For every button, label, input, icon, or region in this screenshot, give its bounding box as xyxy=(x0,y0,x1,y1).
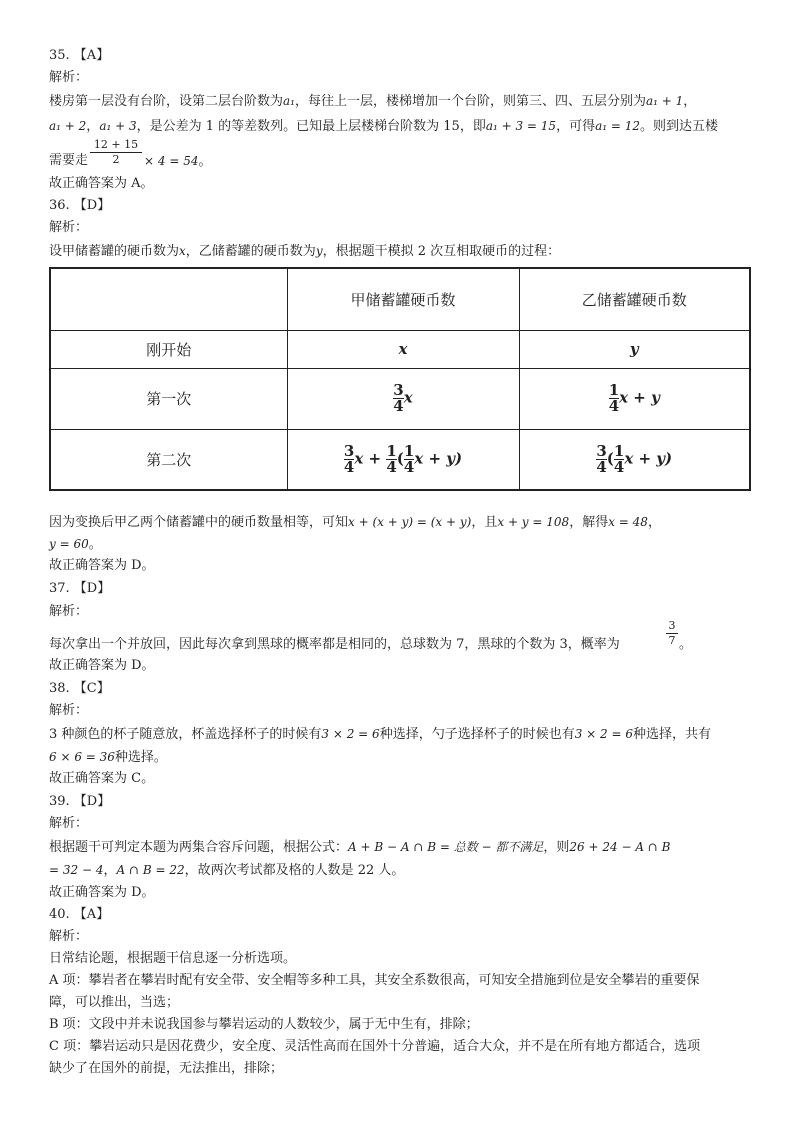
q38-line-1 xyxy=(49,725,711,744)
q36-conclusion-line-1 xyxy=(49,513,661,532)
q35-line-3-b xyxy=(144,152,211,171)
text: ，故两次考试都及格的人数是 22 人。 xyxy=(184,863,405,878)
q40-option-a-line-1: A 项：攀岩者在攀岩时配有安全带、安全帽等多种工具，其安全系数很高，可知安全措施到位是安全攀岩的重要保 xyxy=(49,973,700,988)
text: ，且 xyxy=(471,515,498,530)
header-cell-empty xyxy=(50,268,287,330)
row-label-first: 第一次 xyxy=(50,368,287,429)
math-eq: 26 + 24 − A ∩ B xyxy=(569,840,671,854)
q38-answer: 故正确答案为 C。 xyxy=(49,771,155,786)
math-eq: a₁ = 12 xyxy=(595,119,641,133)
q37-heading: 37. 【D】 xyxy=(49,581,111,596)
math-eq: A ∩ B = 22 xyxy=(116,863,185,877)
fraction-3-4 xyxy=(596,441,607,476)
q37-answer: 故正确答案为 D。 xyxy=(49,658,155,673)
q39-analysis-label: 解析： xyxy=(49,816,89,831)
q38-analysis-label: 解析： xyxy=(49,703,89,718)
math-paren: ( xyxy=(396,449,404,468)
frac-numerator: 3 xyxy=(596,441,607,460)
text: 设甲储蓄罐的硬币数为 xyxy=(49,244,180,259)
table-row xyxy=(50,429,750,490)
q39-heading: 39. 【D】 xyxy=(49,794,111,809)
text: ，根据题干模拟 2 次互相取硬币的过程： xyxy=(322,244,561,259)
q39-line-1 xyxy=(49,838,671,857)
fraction-3-4 xyxy=(343,441,355,476)
q38-line-2 xyxy=(49,748,167,767)
math-equation: x + (x + y) = (x + y) xyxy=(348,515,472,529)
math-a1-plus-2: a₁ + 2 xyxy=(49,119,87,133)
q35-analysis-label: 解析： xyxy=(49,70,89,85)
q36-analysis-label: 解析： xyxy=(49,220,89,235)
cell-second-a xyxy=(287,429,519,490)
text: ，则 xyxy=(543,840,570,855)
q35-answer: 故正确答案为 A。 xyxy=(49,176,154,191)
text: 种选择。 xyxy=(114,750,167,765)
math-eq: 3 × 2 = 6 xyxy=(321,727,380,741)
frac-numerator: 1 xyxy=(613,441,625,460)
frac-denominator: 7 xyxy=(668,634,676,647)
math-eq: a₁ + 3 = 15 xyxy=(485,119,557,133)
q37-text: 每次拿出一个并放回，因此每次拿到黑球的概率都是相同的，总球数为 7，黑球的个数为 3，概率为 xyxy=(49,637,620,652)
q35-line-1 xyxy=(49,92,696,111)
text: ，解得 xyxy=(569,515,609,530)
cell-start-a: x xyxy=(287,330,519,368)
q36-heading: 36. 【D】 xyxy=(49,198,111,213)
cell-first-a xyxy=(287,368,519,429)
cell-first-b xyxy=(519,368,750,429)
frac-denominator: 4 xyxy=(386,457,397,476)
q38-heading: 38. 【C】 xyxy=(49,681,110,696)
fraction-1-4 xyxy=(386,441,397,476)
text: ， xyxy=(86,119,100,134)
frac-numerator: 3 xyxy=(343,441,355,460)
q36-intro xyxy=(49,242,560,261)
text: ， xyxy=(103,863,117,878)
header-cell-jar-a: 甲储蓄罐硬币数 xyxy=(287,268,519,330)
math-term: x + xyxy=(354,449,382,468)
text: 种选择，勺子选择杯子的时候也有 xyxy=(379,727,575,742)
math-y: y xyxy=(315,244,323,258)
q37-analysis-label: 解析： xyxy=(49,604,89,619)
math-eq: x + y = 108 xyxy=(497,515,570,529)
math-term: x + y) xyxy=(624,449,673,468)
coin-exchange-table xyxy=(49,267,751,491)
frac-numerator: 1 xyxy=(608,381,620,399)
text: ， xyxy=(683,94,697,109)
text: ，乙储蓄罐的硬币数为 xyxy=(185,244,316,259)
cell-second-b xyxy=(519,429,750,490)
q39-answer: 故正确答案为 D。 xyxy=(49,885,155,900)
frac-numerator: 1 xyxy=(386,441,397,460)
frac-denominator: 4 xyxy=(596,457,607,476)
q40-option-b: B 项：文段中并未说我国参与攀岩运动的人数较少，属于无中生有，排除； xyxy=(49,1017,479,1032)
fraction-3-4 xyxy=(393,383,403,414)
q40-option-a-line-2: 障，可以推出，当选； xyxy=(49,995,180,1010)
frac-numerator: 3 xyxy=(393,381,404,399)
q35-heading: 35. 【A】 xyxy=(49,48,110,63)
q35-fraction xyxy=(90,139,142,166)
q35-line-2 xyxy=(49,117,718,136)
q40-heading: 40. 【A】 xyxy=(49,907,110,922)
math-eq: 3 × 2 = 6 xyxy=(574,727,633,741)
frac-denominator: 4 xyxy=(608,397,620,415)
table-header-row xyxy=(50,268,750,330)
math-eq: = 32 − 4 xyxy=(49,863,104,877)
table-row xyxy=(50,368,750,429)
text: ，是公差为 1 的等差数列。已知最上层楼梯台阶数为 15，即 xyxy=(136,119,486,134)
q37-fraction xyxy=(666,620,678,647)
fraction-1-4 xyxy=(403,441,415,476)
q36-answer: 故正确答案为 D。 xyxy=(49,558,155,573)
text: ，每往上一层，楼梯增加一个台阶，则第三、四、五层分别为 xyxy=(294,94,646,109)
math-paren: ( xyxy=(606,449,614,468)
math-a1-plus-3: a₁ + 3 xyxy=(99,119,137,133)
frac-numerator: 12 + 15 xyxy=(93,138,139,151)
text: 种选择，共有 xyxy=(632,727,711,742)
fraction-1-4 xyxy=(613,441,625,476)
q40-option-c-line-2: 缺少了在国外的前提，无法推出，排除； xyxy=(49,1061,284,1076)
frac-numerator: 1 xyxy=(403,441,415,460)
math-eq: y = 60 xyxy=(49,537,89,551)
row-label-second: 第二次 xyxy=(50,429,287,490)
text: ， xyxy=(647,515,661,530)
math-x: x xyxy=(179,244,186,258)
text: 3 种颜色的杯子随意放，杯盖选择杯子的时候有 xyxy=(49,727,322,742)
math-a1: a₁ xyxy=(283,94,295,108)
math-formula: A + B − A ∩ B = 总数 − 都不满足 xyxy=(348,840,544,854)
text: 。 xyxy=(88,537,102,552)
frac-denominator: 4 xyxy=(613,457,625,476)
q40-option-c-line-1: C 项：攀岩运动只是因花费少，安全度、灵活性高而在国外十分普遍，适合大众，并不是在所有地方都适合，选项 xyxy=(49,1039,701,1054)
text: 。则到达五楼 xyxy=(640,119,719,134)
row-label-start: 刚开始 xyxy=(50,330,287,368)
math-eq: x = 48 xyxy=(608,515,648,529)
frac-denominator: 4 xyxy=(343,457,355,476)
text: ，可得 xyxy=(556,119,596,134)
q36-conclusion-line-2 xyxy=(49,535,102,554)
fraction-1-4 xyxy=(609,383,619,414)
frac-numerator: 3 xyxy=(668,619,676,632)
frac-denominator: 4 xyxy=(403,457,415,476)
math-eq: × 4 = 54 xyxy=(144,154,199,168)
text: 。 xyxy=(198,154,212,169)
math-a1-plus-1: a₁ + 1 xyxy=(646,94,684,108)
cell-start-b: y xyxy=(519,330,750,368)
q40-analysis-label: 解析： xyxy=(49,929,89,944)
header-cell-jar-b: 乙储蓄罐硬币数 xyxy=(519,268,750,330)
q39-line-2 xyxy=(49,861,404,880)
q40-intro: 日常结论题，根据题干信息逐一分析选项。 xyxy=(49,951,297,966)
table-row xyxy=(50,330,750,368)
q37-end: 。 xyxy=(679,637,693,652)
frac-denominator: 4 xyxy=(393,397,404,415)
math-term: x + y) xyxy=(414,449,463,468)
text: 根据题干可判定本题为两集合容斥问题，根据公式： xyxy=(49,840,349,855)
math-term: x xyxy=(403,388,413,407)
text: 楼房第一层没有台阶，设第二层台阶数为 xyxy=(49,94,284,109)
q35-line-3-a: 需要走 xyxy=(49,153,89,168)
text: 因为变换后甲乙两个储蓄罐中的硬币数量相等，可知 xyxy=(49,515,349,530)
math-eq: 6 × 6 = 36 xyxy=(49,750,115,764)
math-term: x + y xyxy=(619,388,660,407)
frac-denominator: 2 xyxy=(112,153,120,166)
